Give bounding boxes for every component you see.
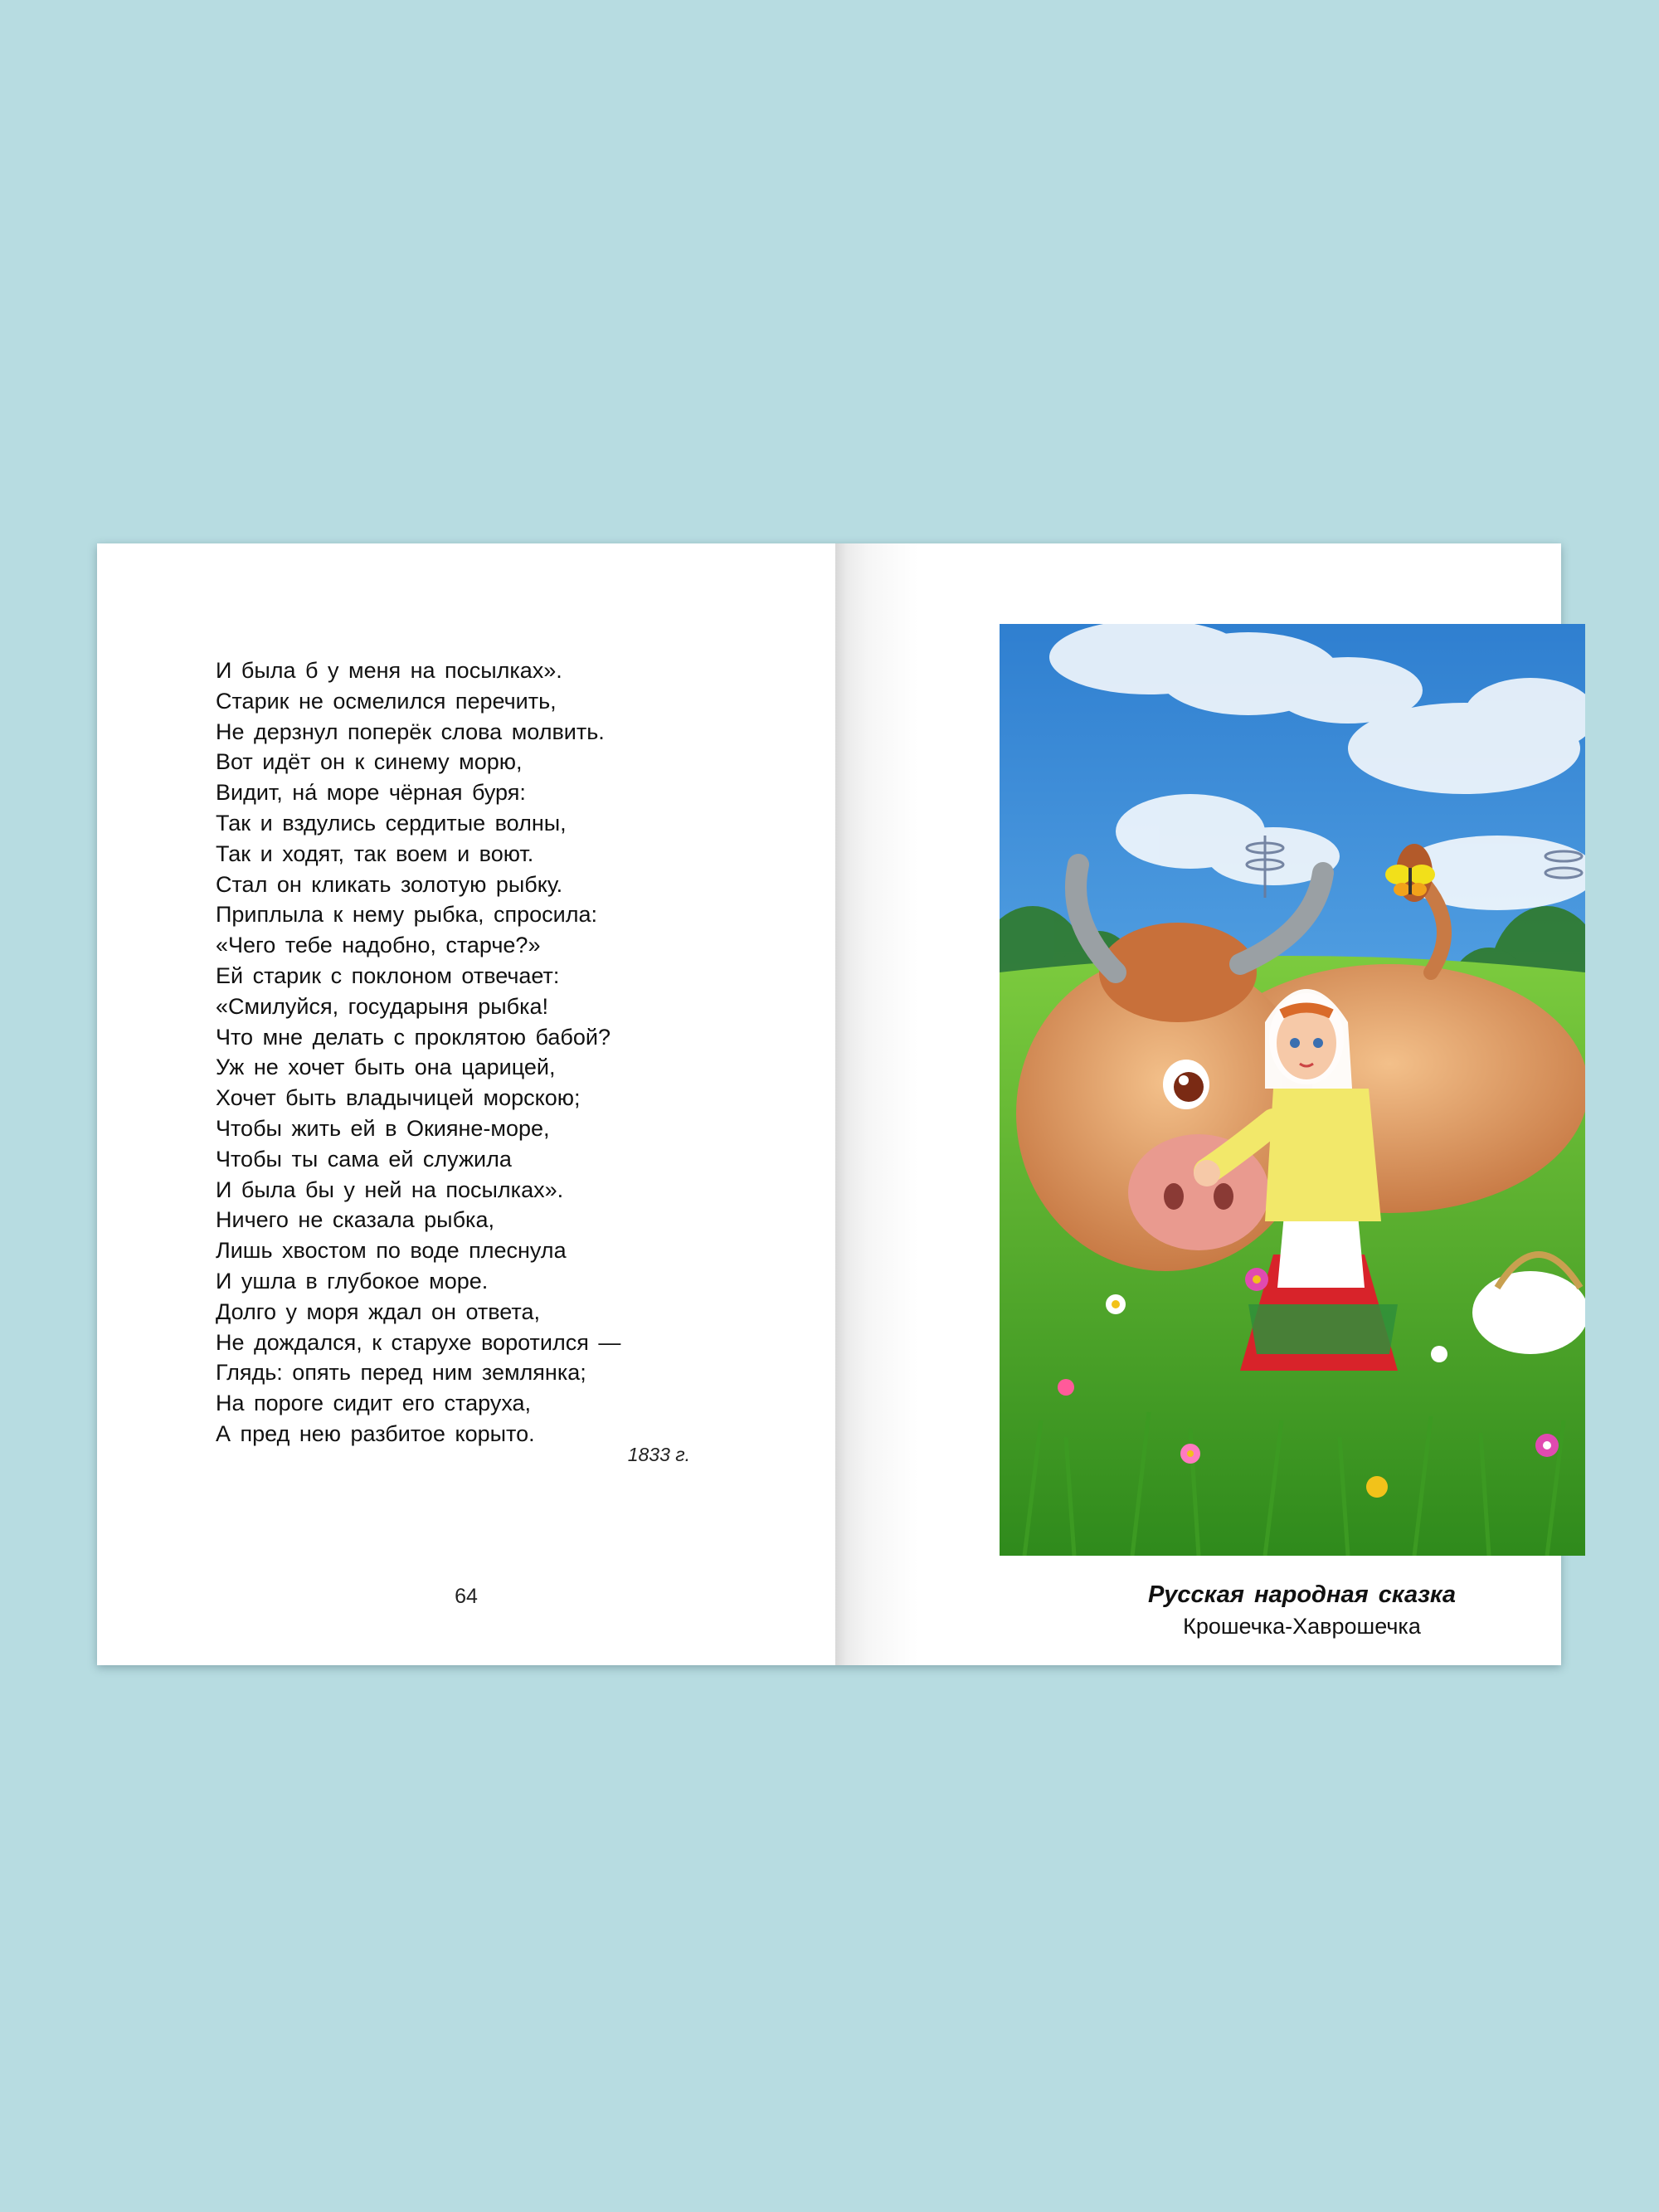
poem-line: Стал он кликать золотую рыбку. (216, 871, 563, 897)
girl-and-cow-illustration (1000, 624, 1585, 1556)
basket-cloth (1472, 1271, 1585, 1354)
poem-line: Глядь: опять перед ним землянка; (216, 1360, 586, 1386)
fairy-tale-illustration (1000, 624, 1585, 1556)
girl-blouse (1265, 1089, 1381, 1221)
poem-line: Ей старик с поклоном отвечает: (216, 962, 560, 988)
poem-line: Приплыла к нему рыбка, спросила: (216, 902, 597, 928)
illustration-caption (835, 1579, 1561, 1642)
poem-line: И была бы у ней на посылках». (216, 1177, 564, 1202)
poem-line: Что мне делать с проклятою бабой? (216, 1024, 611, 1050)
poem-line: Ничего не сказала рыбка, (216, 1207, 494, 1233)
poem-line: И была б у меня на посылках». (216, 658, 562, 683)
poem-line: Чтобы ты сама ей служила (216, 1146, 512, 1172)
left-page (97, 543, 835, 1665)
poem-line: И ушла в глубокое море. (216, 1268, 489, 1294)
page-number: 64 (455, 1585, 478, 1608)
poem-line: Не дерзнул поперёк слова молвить. (216, 719, 605, 744)
poem-line: Вот идёт он к синему морю, (216, 749, 523, 775)
poem-line: Чтобы жить ей в Окияне-море, (216, 1115, 550, 1141)
poem-line: А пред нею разбитое корыто. (216, 1420, 535, 1446)
poem-line: Видит, на́ море чёрная буря: (216, 780, 526, 806)
right-page (835, 543, 1561, 1665)
poem-line: На пороге сидит его старуха, (216, 1391, 532, 1416)
poem-line: «Чего тебе надобно, старче?» (216, 933, 541, 958)
poem-year: 1833 г. (627, 1444, 690, 1465)
poem-line: Не дождался, к старухе воротился — (216, 1329, 621, 1355)
poem-line: Долго у моря ждал он ответа, (216, 1298, 540, 1324)
poem-line: Уж не хочет быть она царицей, (216, 1055, 556, 1080)
book-spread (97, 543, 1561, 1665)
poem-line: Лишь хвостом по воде плеснула (216, 1238, 567, 1264)
poem-text (216, 655, 747, 1449)
poem-line: Хочет быть владычицей морскою; (216, 1085, 581, 1111)
poem-line: «Смилуйся, государыня рыбка! (216, 993, 549, 1019)
caption-subtitle: Крошечка-Хаврошечка (1183, 1614, 1421, 1639)
poem-line: Так и ходят, так воем и воют. (216, 840, 534, 866)
poem-line: Старик не осмелился перечить, (216, 688, 557, 714)
poem-line: Так и вздулись сердитые волны, (216, 810, 567, 836)
caption-title: Русская народная сказка (1147, 1581, 1457, 1608)
